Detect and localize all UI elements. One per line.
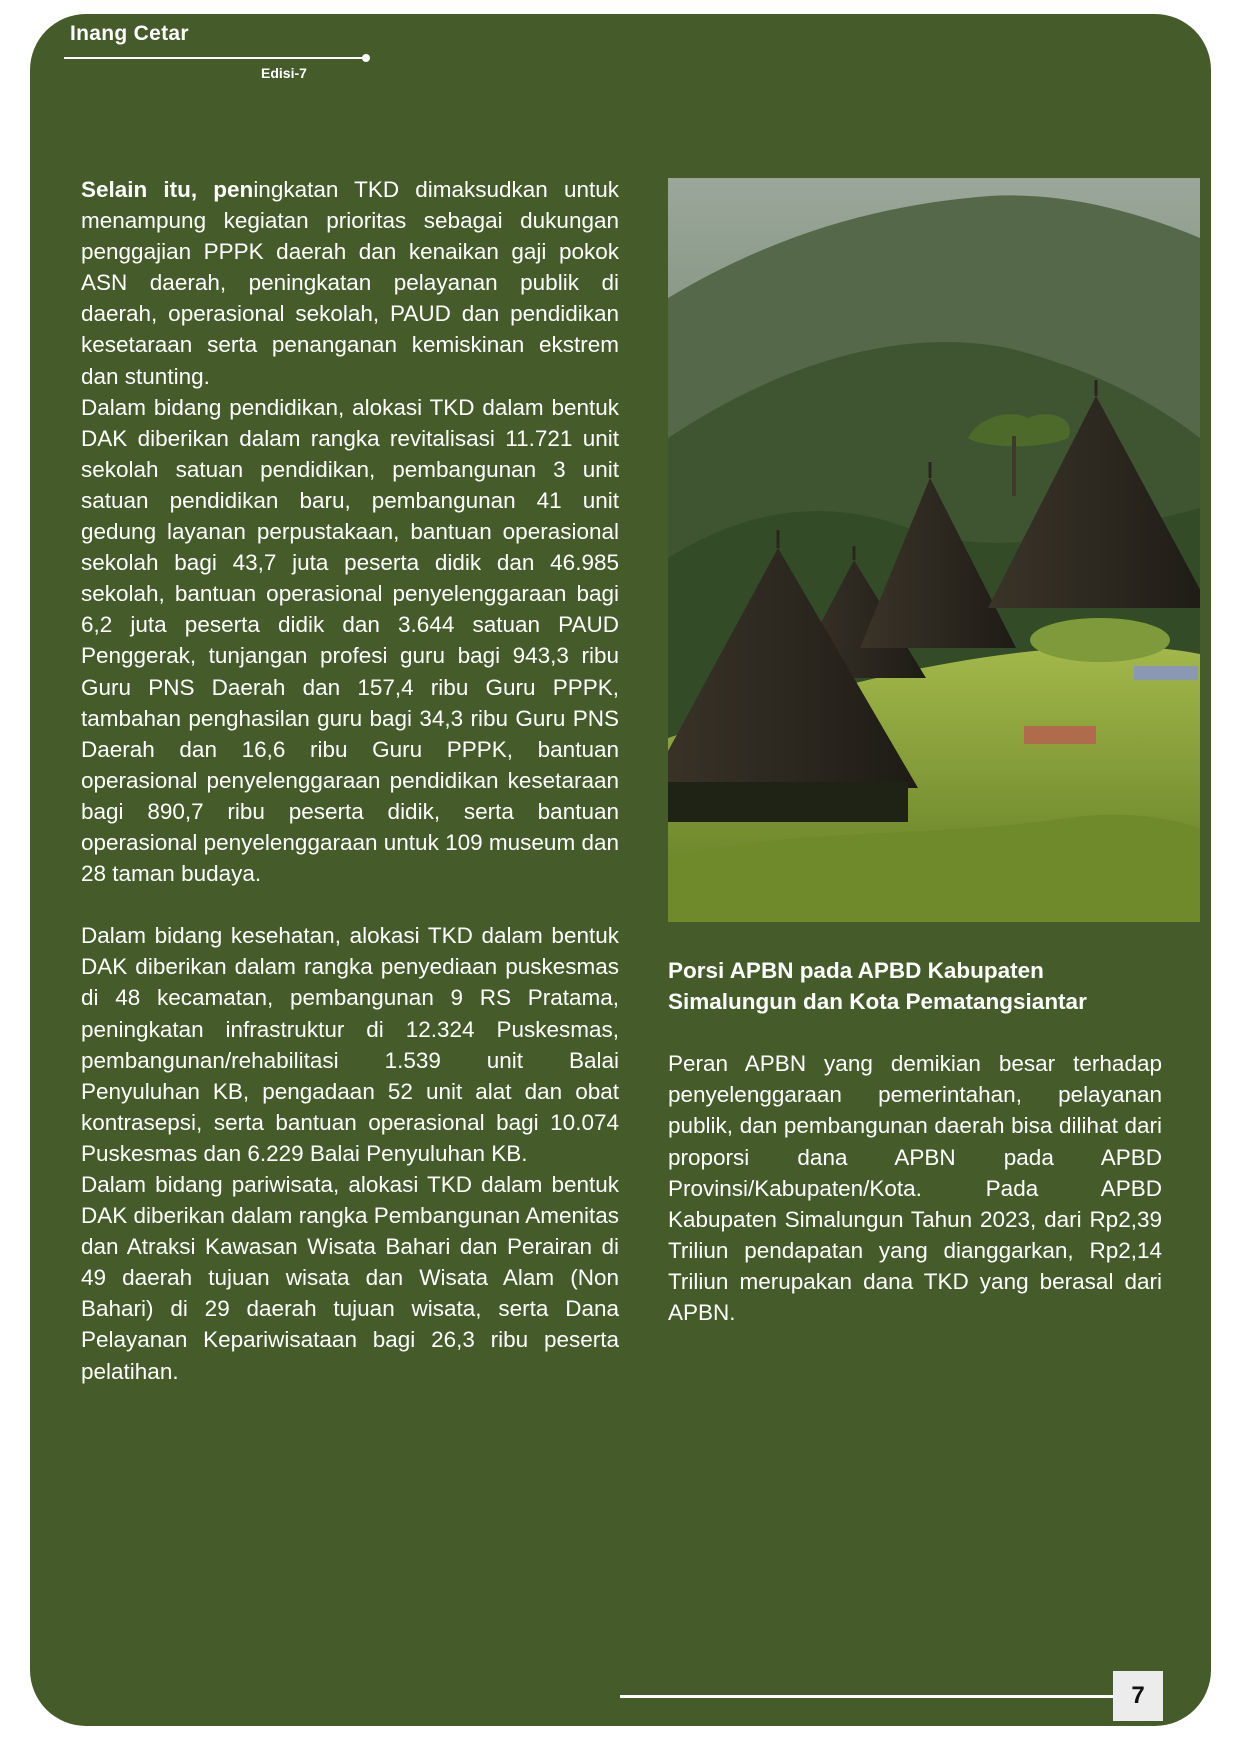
edition-label: Edisi-7 bbox=[261, 65, 307, 81]
paragraph-health: Dalam bidang kesehatan, alokasi TKD dalam bentuk DAK diberikan dalam rangka penyediaan puskesmas di 48 kecamatan, pembangunan 9 RS Pratama, peningkatan infrastruktur di 12.324 Puskesmas, pembangunan/rehabilitasi 1.539 unit Balai Penyuluhan KB, pengadaan 52 unit alat dan obat kontrasepsi, serta bantuan operasional bagi 10.074 Puskesmas dan 6.229 Balai Penyuluhan KB. bbox=[81, 923, 619, 1166]
header-rule bbox=[64, 57, 365, 59]
village-landscape-photo bbox=[668, 178, 1200, 922]
right-column-text bbox=[668, 955, 1162, 1328]
footer-rule bbox=[620, 1695, 1114, 1698]
header-rule-dot bbox=[362, 54, 370, 62]
paragraph-apbn-share: Peran APBN yang demikian besar terhadap penyelenggaraan pemerintahan, pelayanan publik, dan pembangunan daerah bisa dilihat dari proporsi dana APBN pada APBD Provinsi/Kabupaten/Kota. Pada APBD Kabupaten Simalungun Tahun 2023, dari Rp2,39 Triliun pendapatan yang dianggarkan, Rp2,14 Triliun merupakan dana TKD yang berasal dari APBN. bbox=[668, 1051, 1162, 1326]
paragraph-tourism: Dalam bidang pariwisata, alokasi TKD dalam bentuk DAK diberikan dalam rangka Pembangunan Amenitas dan Atraksi Kawasan Wisata Bahari dan Perairan di 49 daerah tujuan wisata dan Wisata Alam (Non Bahari) di 29 daerah tujuan wisata, serta Dana Pelayanan Kepariwisataan bagi 26,3 ribu peserta pelatihan. bbox=[81, 1172, 619, 1384]
paragraph-spacer bbox=[81, 889, 619, 920]
paragraph-tkd-priorities bbox=[81, 174, 619, 392]
page-number: 7 bbox=[1113, 1671, 1163, 1721]
paragraph-education: Dalam bidang pendidikan, alokasi TKD dalam bentuk DAK diberikan dalam rangka revitalisasi 11.721 unit sekolah satuan pendidikan, pembangunan 3 unit satuan pendidikan baru, pembangunan 41 unit gedung layanan perpustakaan, bantuan operasional sekolah bagi 43,7 juta peserta didik dan 46.985 sekolah, bantuan operasional penyelenggaraan bagi 6,2 juta peserta didik dan 3.644 satuan PAUD Penggerak, tunjangan profesi guru bagi 943,3 ribu Guru PNS Daerah dan 157,4 ribu Guru PPPK, tambahan penghasilan guru bagi 34,3 ribu Guru PNS Daerah dan 16,6 ribu Guru PPPK, bantuan operasional penyelenggaraan pendidikan kesetaraan bagi 890,7 ribu peserta didik, serta bantuan operasional penyelenggaraan untuk 109 museum dan 28 taman budaya. bbox=[81, 394, 619, 887]
village-landscape-illustration bbox=[668, 178, 1200, 922]
section-heading: Porsi APBN pada APBD Kabupaten Simalungun dan Kota Pematangsiantar bbox=[668, 958, 1087, 1015]
paragraph-tkd-priorities-rest: ingkatan TKD dimaksudkan untuk menampung kegiatan prioritas sebagai dukungan penggajian PPPK daerah dan kenaikan gaji pokok ASN daerah, peningkatan pelayanan publik di daerah, operasional sekolah, PAUD dan pendidikan kesetaraan serta penanganan kemiskinan ekstrem dan stunting. bbox=[81, 177, 620, 389]
publication-title: Inang Cetar bbox=[70, 22, 189, 45]
lead-bold-text: Selain itu, pen bbox=[81, 177, 254, 202]
left-column-text bbox=[81, 174, 619, 1387]
